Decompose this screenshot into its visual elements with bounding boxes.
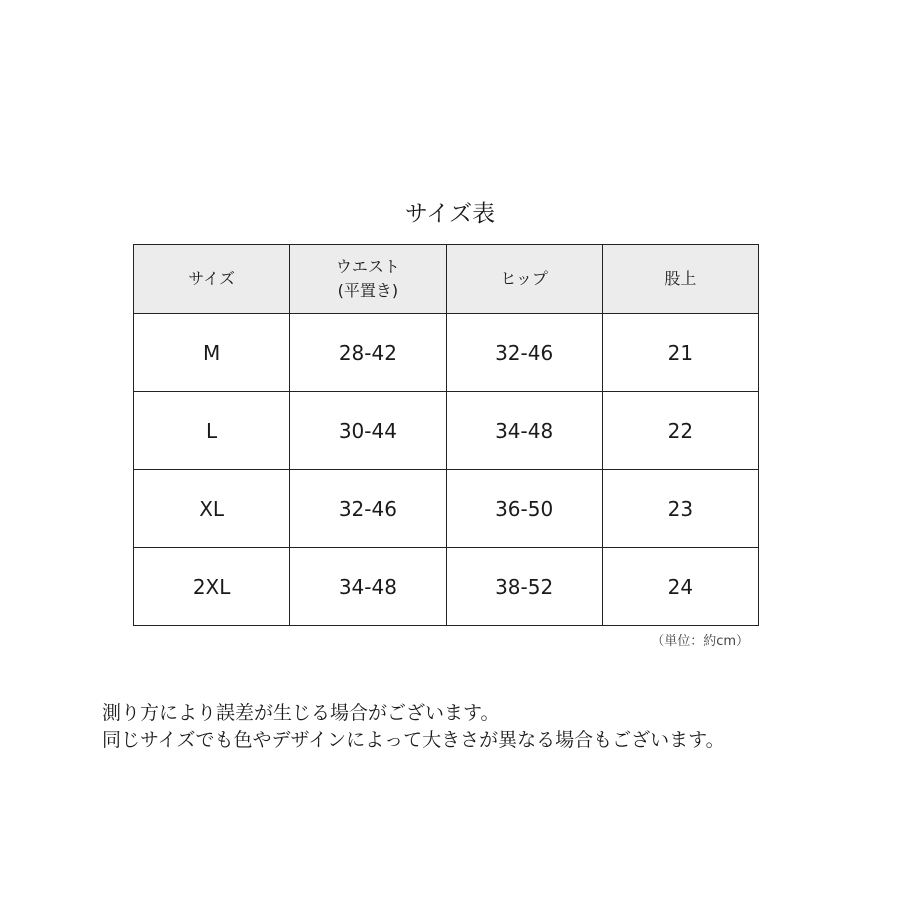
table-row (134, 470, 759, 548)
cell-waist: 30-44 (290, 392, 446, 470)
table-header-row (134, 245, 759, 314)
header-waist (290, 245, 446, 314)
unit-note: （単位：約cm） (651, 634, 749, 649)
page-title: サイズ表 (404, 201, 496, 227)
size-table (133, 244, 759, 626)
cell-size: XL (134, 470, 290, 548)
cell-hip: 32-46 (446, 314, 602, 392)
header-rise (602, 245, 758, 314)
header-waist-sublabel: (平置き) (337, 281, 399, 300)
cell-hip: 38-52 (446, 548, 602, 626)
cell-size: 2XL (134, 548, 290, 626)
table-row (134, 314, 759, 392)
cell-rise: 22 (602, 392, 758, 470)
cell-rise: 23 (602, 470, 758, 548)
cell-rise: 24 (602, 548, 758, 626)
header-waist-label: ウエスト (335, 257, 400, 276)
cell-size: M (134, 314, 290, 392)
note-line: 同じサイズでも色やデザインによって大きさが異なる場合もございます。 (102, 729, 725, 751)
table-row (134, 548, 759, 626)
notes (102, 700, 862, 754)
cell-size: L (134, 392, 290, 470)
header-size-label: サイズ (188, 269, 235, 288)
cell-waist: 34-48 (290, 548, 446, 626)
cell-rise: 21 (602, 314, 758, 392)
cell-hip: 34-48 (446, 392, 602, 470)
note-line: 測り方により誤差が生じる場合がございます。 (102, 702, 500, 724)
table-row (134, 392, 759, 470)
header-rise-label: 股上 (664, 269, 697, 288)
cell-hip: 36-50 (446, 470, 602, 548)
header-hip-label: ヒップ (500, 269, 548, 288)
cell-waist: 32-46 (290, 470, 446, 548)
header-hip (446, 245, 602, 314)
header-size (134, 245, 290, 314)
cell-waist: 28-42 (290, 314, 446, 392)
